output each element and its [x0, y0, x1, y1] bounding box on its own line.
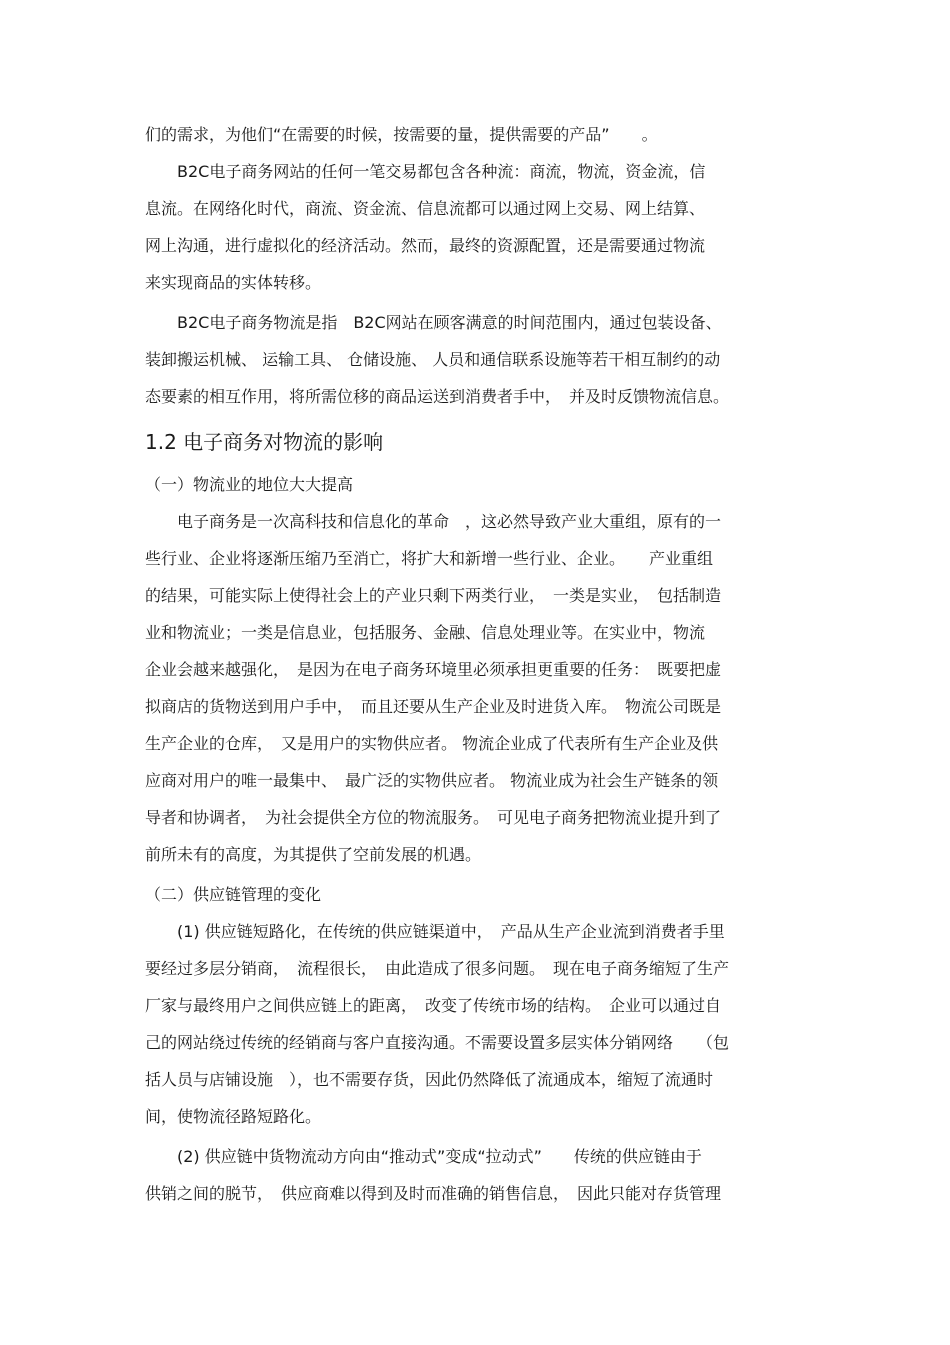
section-heading: 1.2 电子商务对物流的影响	[145, 430, 384, 454]
text-line: 间，使物流径路短路化。	[145, 1107, 322, 1126]
text-line: 态要素的相互作用，将所需位移的商品运送到消费者手中， 并及时反馈物流信息。	[145, 387, 730, 406]
text-line: 供销之间的脱节， 供应商难以得到及时而准确的销售信息， 因此只能对存货管理	[145, 1184, 722, 1203]
text-line: 装卸搬运机械、 运输工具、 仓储设施、 人员和通信联系设施等若干相互制约的动	[145, 350, 721, 369]
text-line: 些行业、企业将逐渐压缩乃至消亡，将扩大和新增一些行业、企业。 产业重组	[145, 549, 714, 568]
text-line: 导者和协调者， 为社会提供全方位的物流服务。 可见电子商务把物流业提升到了	[145, 808, 722, 827]
text-line: 厂家与最终用户之间供应链上的距离， 改变了传统市场的结构。 企业可以通过自	[145, 996, 722, 1015]
text-line: 生产企业的仓库， 又是用户的实物供应者。 物流企业成了代表所有生产企业及供	[145, 734, 719, 753]
text-line: 电子商务是一次高科技和信息化的革命 ，这必然导致产业大重组，原有的一	[145, 512, 722, 531]
text-line: 业和物流业；一类是信息业，包括服务、金融、信息处理业等。在实业中，物流	[145, 623, 706, 642]
subsection-heading: （二）供应链管理的变化	[145, 885, 322, 904]
text-line: 己的网站绕过传统的经销商与客户直接沟通。不需要设置多层实体分销网络 （包	[145, 1033, 730, 1052]
text-line: B2C电子商务网站的任何一笔交易都包含各种流：商流，物流，资金流，信	[145, 162, 706, 181]
text-line: 的结果，可能实际上使得社会上的产业只剩下两类行业， 一类是实业， 包括制造	[145, 586, 722, 605]
text-line: 企业会越来越强化， 是因为在电子商务环境里必须承担更重要的任务： 既要把虚	[145, 660, 722, 679]
text-line: 们的需求，为他们“在需要的时候，按需要的量，提供需要的产品” 。	[145, 125, 658, 144]
text-line: 来实现商品的实体转移。	[145, 273, 322, 292]
subsection-heading: （一）物流业的地位大大提高	[145, 475, 354, 494]
text-line: 要经过多层分销商， 流程很长， 由此造成了很多问题。 现在电子商务缩短了生产	[145, 959, 730, 978]
text-line: 息流。在网络化时代，商流、资金流、信息流都可以通过网上交易、网上结算、	[145, 199, 706, 218]
text-line: 应商对用户的唯一最集中、 最广泛的实物供应者。 物流业成为社会生产链条的领	[145, 771, 719, 790]
text-line: 括人员与店铺设施 ），也不需要存货，因此仍然降低了流通成本，缩短了流通时	[145, 1070, 714, 1089]
text-line: 前所未有的高度，为其提供了空前发展的机遇。	[145, 845, 482, 864]
text-line: 拟商店的货物送到用户手中， 而且还要从生产企业及时进货入库。 物流公司既是	[145, 697, 722, 716]
text-line: (1) 供应链短路化，在传统的供应链渠道中， 产品从生产企业流到消费者手里	[145, 922, 725, 941]
text-line: 网上沟通，进行虚拟化的经济活动。然而，最终的资源配置，还是需要通过物流	[145, 236, 706, 255]
text-line: (2) 供应链中货物流动方向由“推动式”变成“拉动式” 传统的供应链由于	[145, 1147, 702, 1166]
text-line: B2C电子商务物流是指 B2C网站在顾客满意的时间范围内，通过包装设备、	[145, 313, 722, 332]
